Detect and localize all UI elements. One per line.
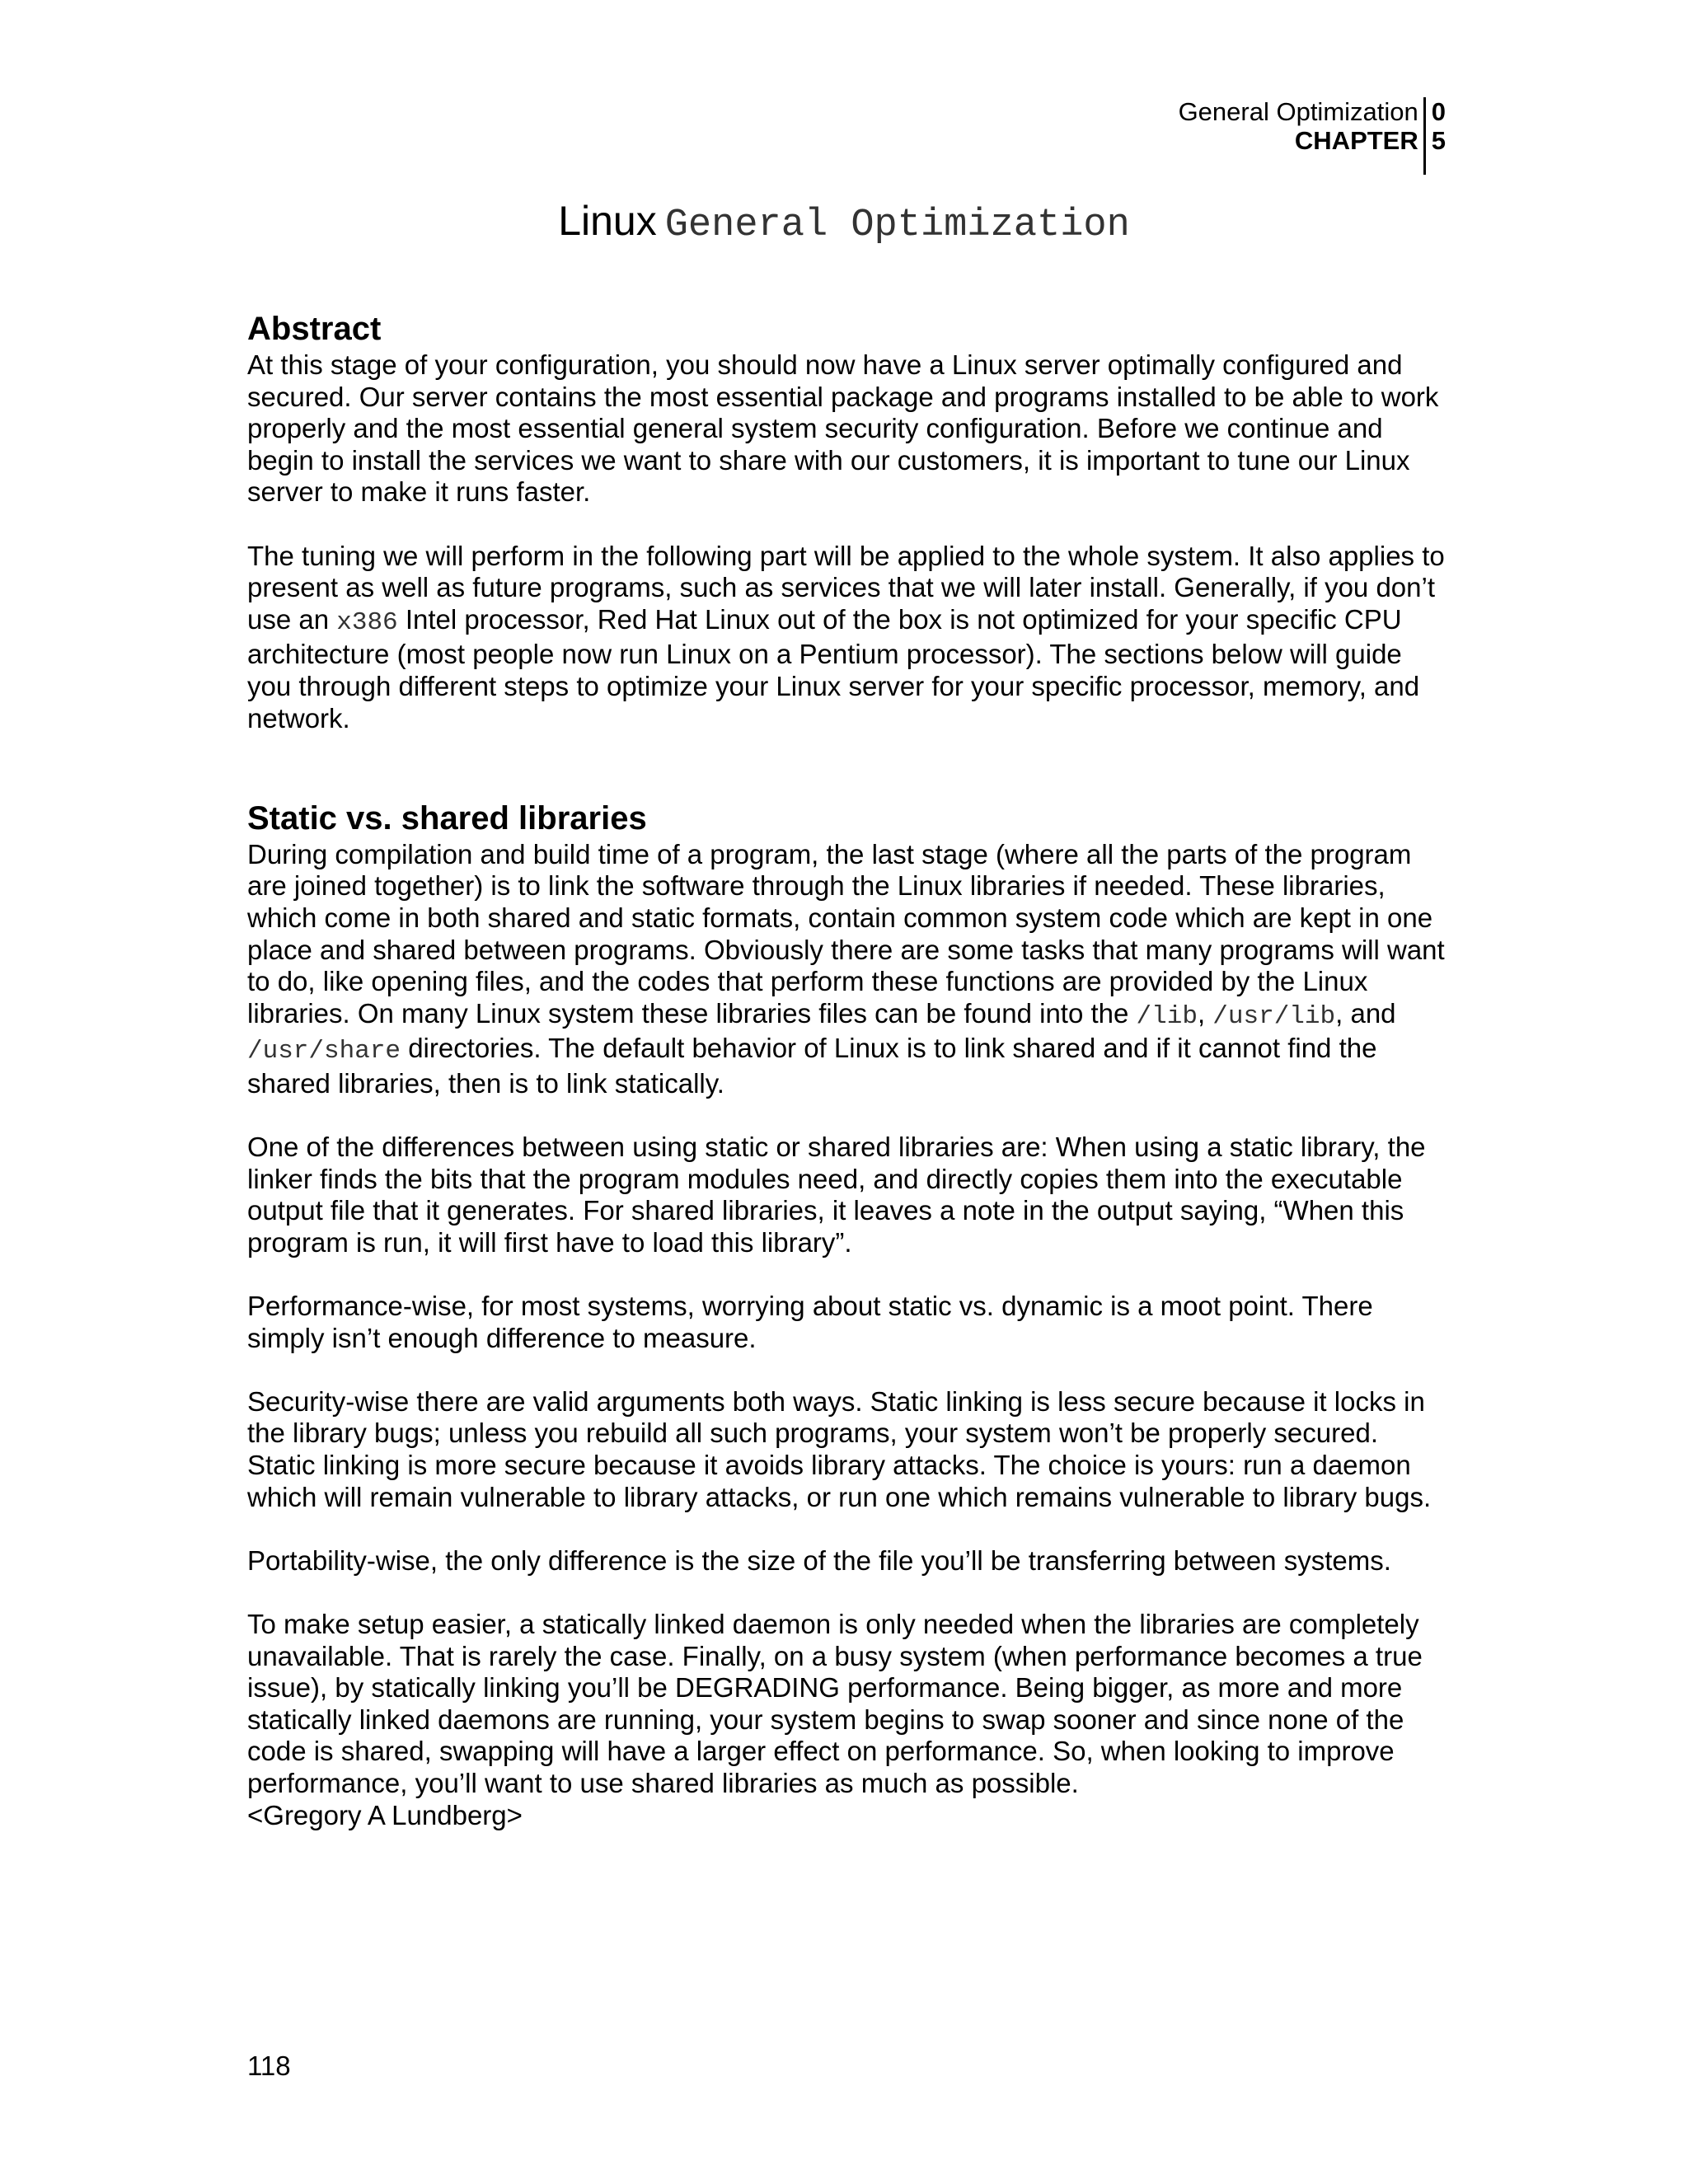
abstract-paragraph-2 <box>247 541 1452 735</box>
abstract-paragraph-1: At this stage of your configuration, you should now have a Linux server optimally configured and secured. Our server contains the most essential package and programs installed to be able to work properly and the most essential general system security configuration. Before we continue and begin to install the services we want to share with our customers, it is important to tune our Linux server to make it runs faster. <box>247 349 1439 508</box>
static-p1-text-a: During compilation and build time of a program, the last stage (where all the parts of the program are joined together) is to link the software through the Linux libraries if needed. These libraries, which come in both shared and static formats, contain common system code which are kept in one place and shared between programs. Obviously there are some tasks that many programs will want to do, like opening files, and the codes that perform these functions are provided by the Linux libraries. On many Linux system these libraries files can be found into the <box>247 838 1445 1029</box>
static-p1-sep-2: , and <box>1335 997 1396 1029</box>
page-title <box>0 196 1688 251</box>
section-spacer <box>247 766 1452 798</box>
code-x386: x386 <box>336 607 398 637</box>
page-content <box>247 308 1452 1863</box>
code-lib: /lib <box>1136 1001 1198 1031</box>
page-number: 118 <box>247 2050 291 2081</box>
running-header <box>1179 97 1446 175</box>
static-shared-heading: Static vs. shared libraries <box>247 799 647 837</box>
static-paragraph-4: Security-wise there are valid arguments both ways. Static linking is less secure because it locks in the library bugs; unless you rebuild all such programs, your system won’t be properly secured. Static linking is more secure because it avoids library attacks. The choice is yours: run a daemon which will remain vulnerable to library attacks, or run one which remains vulnerable to library bugs. <box>247 1385 1432 1512</box>
signature: <Gregory A Lundberg> <box>247 1799 523 1830</box>
page-title-general-optimization: General Optimization <box>664 204 1130 247</box>
static-p1-text-b: directories. The default behavior of Linux is to link shared and if it cannot find the shared libraries, then is to link statically. <box>247 1033 1377 1099</box>
code-usr-lib: /usr/lib <box>1212 1001 1336 1031</box>
abstract-heading: Abstract <box>247 311 382 347</box>
static-paragraph-6: To make setup easier, a statically linked daemon is only needed when the libraries are completely unavailable. That is rarely the case. Finally, on a busy system (when performance becomes a true issue), by statically linking you’ll be DEGRADING performance. Being bigger, as more and more statically linked daemons are running, your system begins to swap sooner and since none of the code is shared, swapping will have a larger effect on performance. So, when looking to improve performance, you’ll want to use shared libraries as much as possible. <box>247 1608 1423 1798</box>
static-p1-sep-1: , <box>1197 997 1213 1029</box>
chapter-digit-2: 5 <box>1431 126 1446 155</box>
abstract-p2-text-b: Intel processor, Red Hat Linux out of the box is not optimized for your specific CPU architecture (most people now run Linux on a Pentium processor). The sections below will guide you through different steps to optimize your Linux server for your specific processor, memory, and network. <box>247 603 1420 733</box>
chapter-digit-1: 0 <box>1431 97 1446 126</box>
abstract-p2-text-a: The tuning we will perform in the following part will be applied to the whole system. It also applies to present as well as future programs, such as services that we will later install. Generally, if you don’t use an <box>247 540 1445 635</box>
page-title-linux: Linux <box>558 198 657 244</box>
running-header-text <box>1179 97 1423 175</box>
static-paragraph-2: One of the differences between using static or shared libraries are: When using a static library, the linker finds the bits that the program modules need, and directly copies them into the executable output file that it generates. For shared libraries, it leaves a note in the output saying, “When this program is run, it will first have to load this library”. <box>247 1132 1426 1258</box>
static-paragraph-3: Performance-wise, for most systems, worrying about static vs. dynamic is a moot point. There simply isn’t enough difference to measure. <box>247 1291 1373 1353</box>
code-usr-share: /usr/share <box>247 1037 401 1066</box>
running-header-section: General Optimization <box>1178 97 1418 126</box>
static-paragraph-1 <box>247 839 1452 1100</box>
running-header-chapter-number <box>1426 97 1446 175</box>
running-header-chapter-label: CHAPTER <box>1294 126 1418 155</box>
static-paragraph-5: Portability-wise, the only difference is the size of the file you’ll be transferring between systems. <box>247 1544 1391 1576</box>
